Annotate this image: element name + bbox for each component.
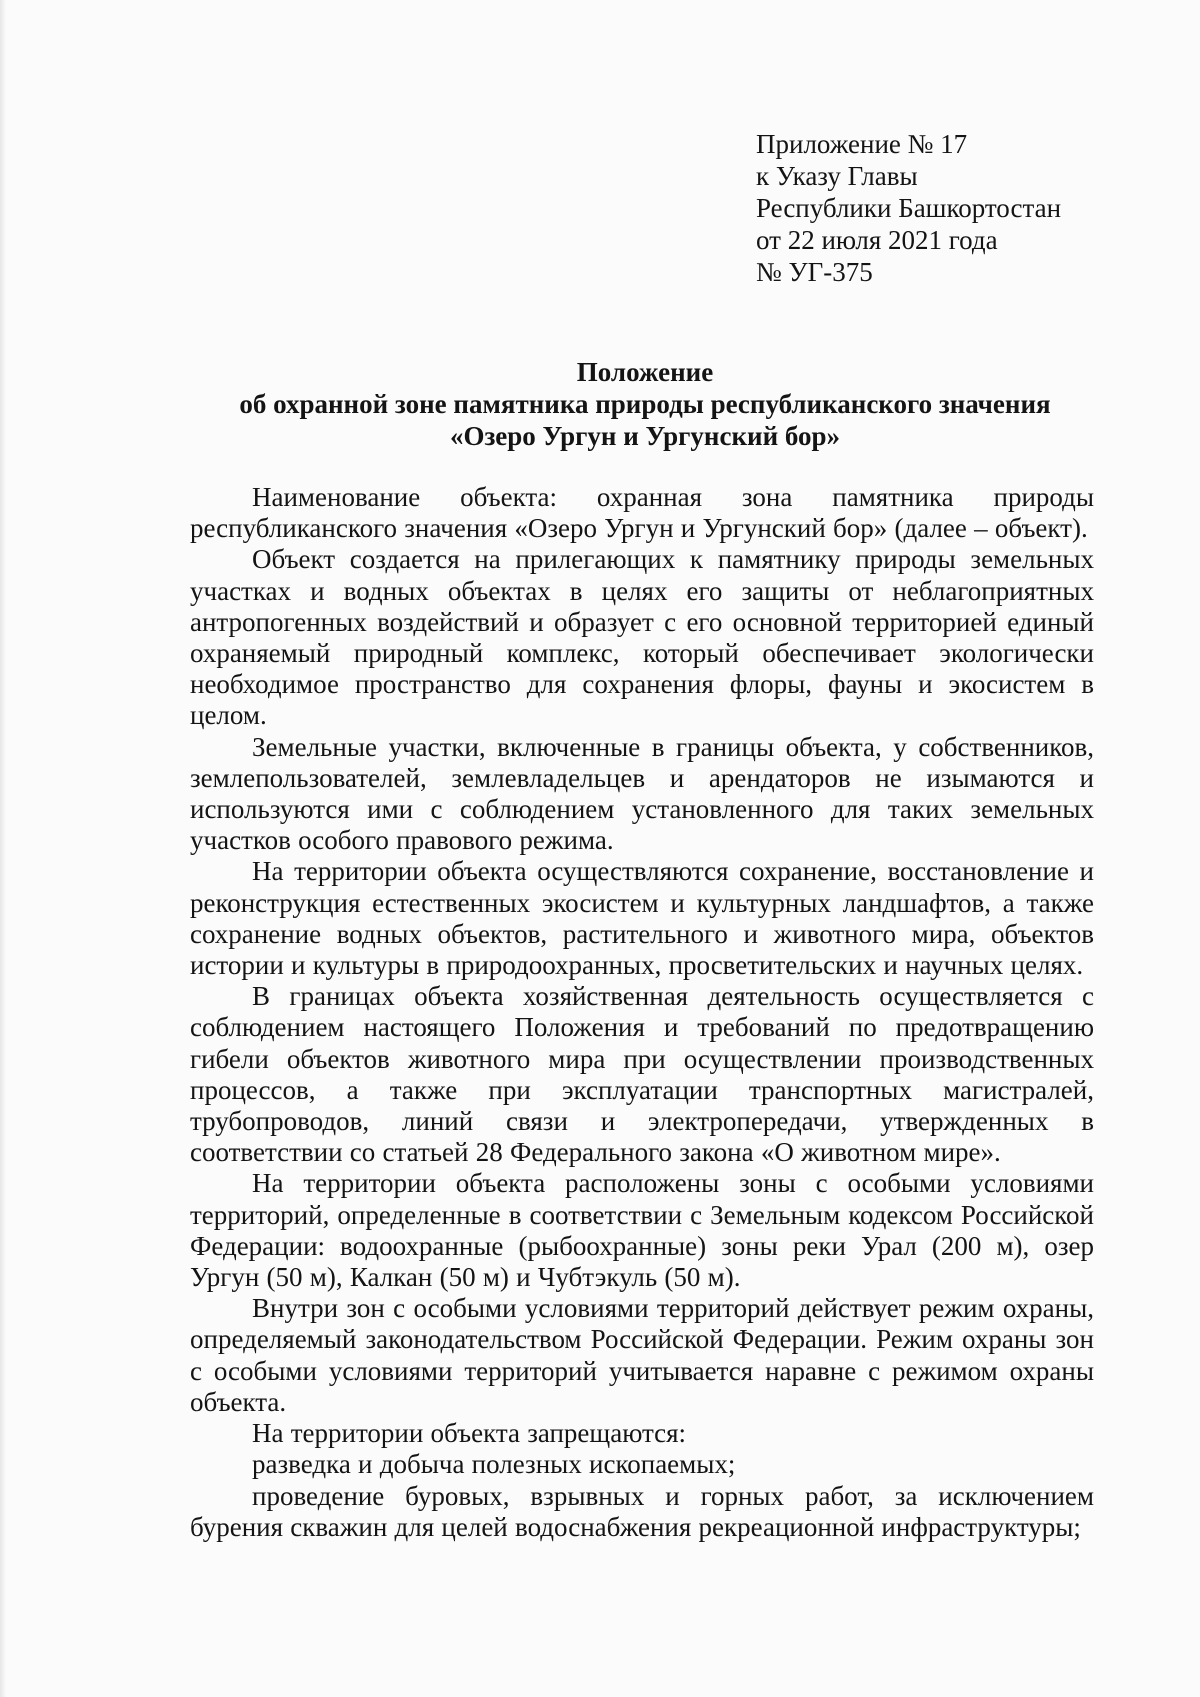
paragraph-economic-activity: В границах объекта хозяйственная деятельность осуществляется с соблюдением настоящего Положения и требований по предотвращению гибели объектов животного мира при осуществлении производственных процессов, а также при эксплуатации транспортных магистралей, трубопроводов, линий связи и электропередачи, утвержденных в соответствии со статьей 28 Федерального закона «О животном мире». <box>190 981 1094 1168</box>
paragraph-special-zones: На территории объекта расположены зоны с особыми условиями территорий, определенные в соответствии с Земельным кодексом Российской Федерации: водоохранные (рыбоохранные) зоны реки Урал (200 м), озер Ургун (50 м), Калкан (50 м) и Чубтэкуль (50 м). <box>190 1168 1094 1293</box>
paragraph-object-name: Наименование объекта: охранная зона памятника природы республиканского значения «Озеро Ургун и Ургунский бор» (далее – объект). <box>190 482 1094 544</box>
list-item-mining: разведка и добыча полезных ископаемых; <box>252 1449 736 1480</box>
annex-decree-ref: к Указу Главы <box>756 161 918 191</box>
title-line-object-name: «Озеро Ургун и Ургунский бор» <box>449 421 841 451</box>
paragraph-conservation: На территории объекта осуществляются сохранение, восстановление и реконструкция естественных экосистем и культурных ландшафтов, а также сохранение водных объектов, растительного и животного мира, объектов истории и культуры в природоохранных, просветительских и научных целях. <box>190 856 1094 981</box>
annex-decree-number: № УГ-375 <box>756 257 873 287</box>
annex-date: от 22 июля 2021 года <box>756 225 998 255</box>
scan-edge-shadow <box>0 0 6 1697</box>
list-item-drilling: проведение буровых, взрывных и горных работ, за исключением бурения скважин для целей водоснабжения рекреационной инфраструктуры; <box>190 1480 1094 1542</box>
document-title <box>190 356 1100 452</box>
title-line-subject: об охранной зоне памятника природы республиканского значения <box>239 389 1051 419</box>
paragraph-land-plots: Земельные участки, включенные в границы объекта, у собственников, землепользователей, землевладельцев и арендаторов не изымаются и используются ими с соблюдением установленного для таких земельных участков особого правового режима. <box>190 731 1094 856</box>
title-line-main: Положение <box>576 357 714 387</box>
annex-number: Приложение № 17 <box>756 129 968 159</box>
paragraph-purpose: Объект создается на прилегающих к памятнику природы земельных участках и водных объектах в целях его защиты от неблагоприятных антропогенных воздействий и образует с его основной территорией единый охраняемый природный комплекс, который обеспечивает экологически необходимое пространство для сохранения флоры, фауны и экосистем в целом. <box>190 544 1094 731</box>
paragraph-prohibitions-intro: На территории объекта запрещаются: <box>252 1418 687 1449</box>
annex-republic: Республики Башкортостан <box>756 193 1062 223</box>
annex-header <box>756 128 1061 288</box>
paragraph-protection-regime: Внутри зон с особыми условиями территорий действует режим охраны, определяемый законодательством Российской Федерации. Режим охраны зон с особыми условиями территорий учитывается наравне с режимом охраны объекта. <box>190 1293 1094 1417</box>
document-body <box>190 482 1094 1543</box>
